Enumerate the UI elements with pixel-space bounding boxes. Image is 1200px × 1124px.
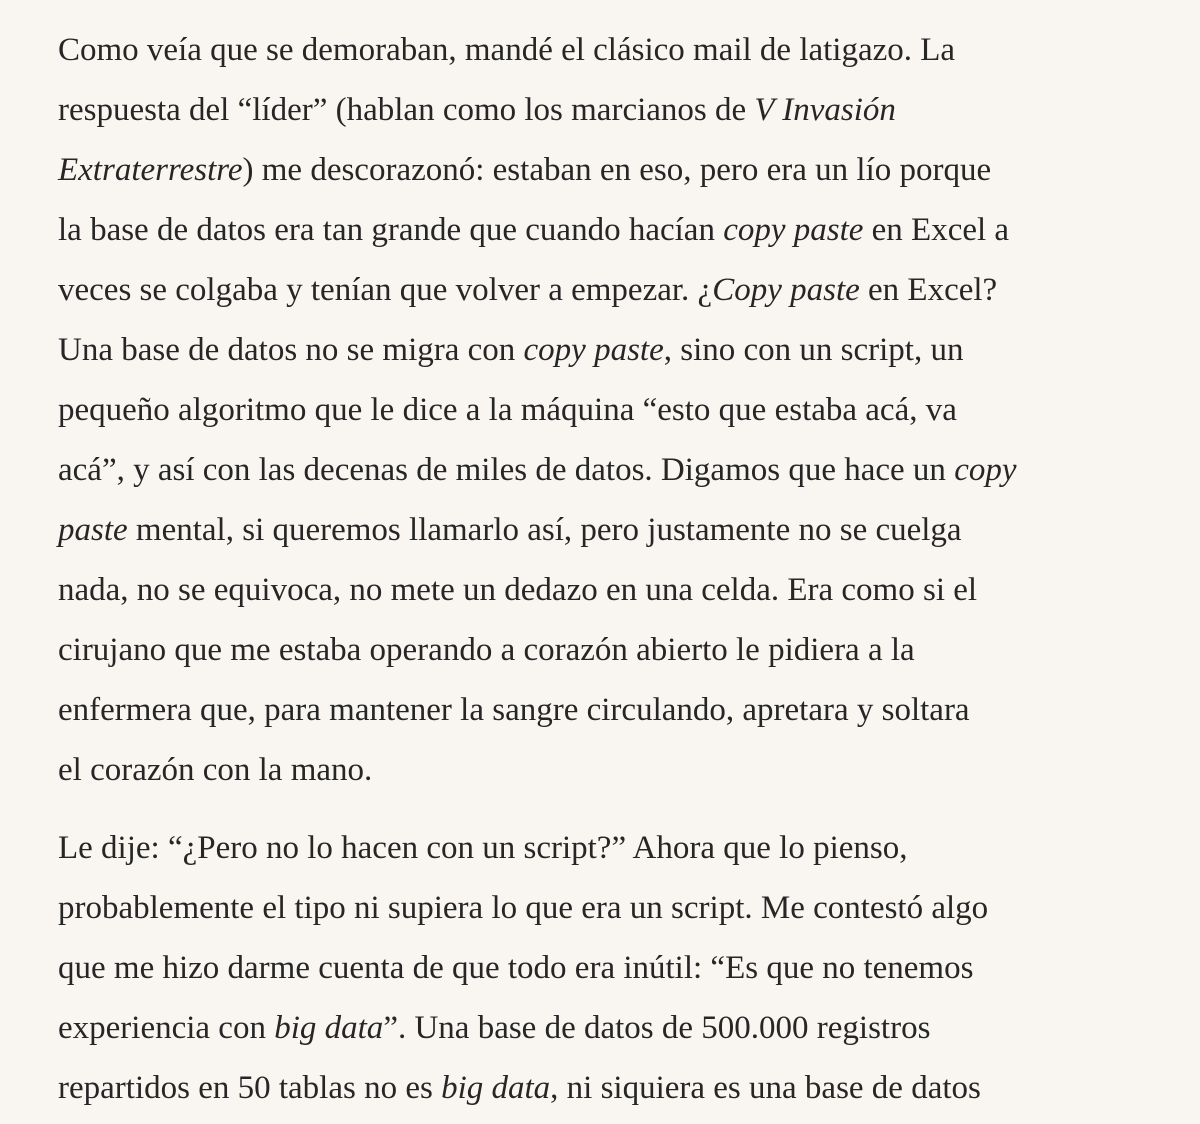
text-line	[58, 140, 1158, 200]
italic-text: copy paste	[723, 212, 864, 248]
text-line	[58, 380, 1158, 440]
italic-text: copy paste	[523, 332, 664, 368]
text-segment: experiencia con	[58, 1010, 275, 1046]
text-line	[58, 80, 1158, 140]
text-segment: la base de datos era tan grande que cuando hacían	[58, 212, 724, 248]
text-segment: Como veía que se demoraban, mandé el clásico mail de latigazo. La	[58, 32, 956, 68]
text-segment: , ni siquiera es una base de datos	[550, 1070, 981, 1106]
text-line	[58, 998, 1158, 1058]
italic-text: Copy paste	[712, 272, 860, 308]
text-line	[58, 620, 1158, 680]
text-line	[58, 740, 1158, 800]
text-segment: pequeño algoritmo que le dice a la máquina “esto que estaba acá, va	[58, 392, 957, 428]
text-line	[58, 1058, 1158, 1118]
text-line	[58, 20, 1158, 80]
text-line	[58, 500, 1158, 560]
text-segment: ”. Una base de datos de 500.000 registros	[383, 1010, 931, 1046]
text-segment: enfermera que, para mantener la sangre circulando, apretara y soltara	[58, 692, 970, 728]
text-line	[58, 818, 1158, 878]
text-segment: repartidos en 50 tablas no es	[58, 1070, 442, 1106]
text-segment: Le dije: “¿Pero no lo hacen con un script?” Ahora que lo pienso,	[58, 830, 908, 866]
text-segment: nada, no se equivoca, no mete un dedazo en una celda. Era como si el	[58, 572, 978, 608]
text-line	[58, 200, 1158, 260]
paragraph	[58, 20, 1158, 800]
text-segment: ) me descorazonó: estaban en eso, pero era un lío porque	[242, 152, 992, 188]
italic-text: Extraterrestre	[58, 152, 243, 188]
italic-text: big data	[274, 1010, 384, 1046]
italic-text: V Invasión	[754, 92, 896, 128]
text-line	[58, 878, 1158, 938]
text-line	[58, 560, 1158, 620]
text-segment: en Excel?	[859, 272, 998, 308]
text-segment: en Excel a	[863, 212, 1010, 248]
text-line	[58, 938, 1158, 998]
text-segment: que me hizo darme cuenta de que todo era inútil: “Es que no tenemos	[58, 950, 974, 986]
paragraph	[58, 818, 1158, 1118]
text-segment: mental, si queremos llamarlo así, pero justamente no se cuelga	[127, 512, 962, 548]
text-line	[58, 320, 1158, 380]
text-segment: Una base de datos no se migra con	[58, 332, 524, 368]
text-line	[58, 680, 1158, 740]
text-segment: acá”, y así con las decenas de miles de datos. Digamos que hace un	[58, 452, 955, 488]
article-body	[58, 20, 1158, 1124]
text-line	[58, 440, 1158, 500]
text-segment: respuesta del “líder” (hablan como los marcianos de	[58, 92, 755, 128]
text-segment: cirujano que me estaba operando a corazón abierto le pidiera a la	[58, 632, 915, 668]
text-segment: veces se colgaba y tenían que volver a empezar. ¿	[58, 272, 713, 308]
italic-text: copy	[954, 452, 1017, 488]
text-segment: probablemente el tipo ni supiera lo que era un script. Me contestó algo	[58, 890, 989, 926]
italic-text: big data	[441, 1070, 551, 1106]
italic-text: paste	[58, 512, 128, 548]
text-line	[58, 260, 1158, 320]
text-segment: , sino con un script, un	[663, 332, 964, 368]
text-segment: el corazón con la mano.	[58, 752, 373, 788]
